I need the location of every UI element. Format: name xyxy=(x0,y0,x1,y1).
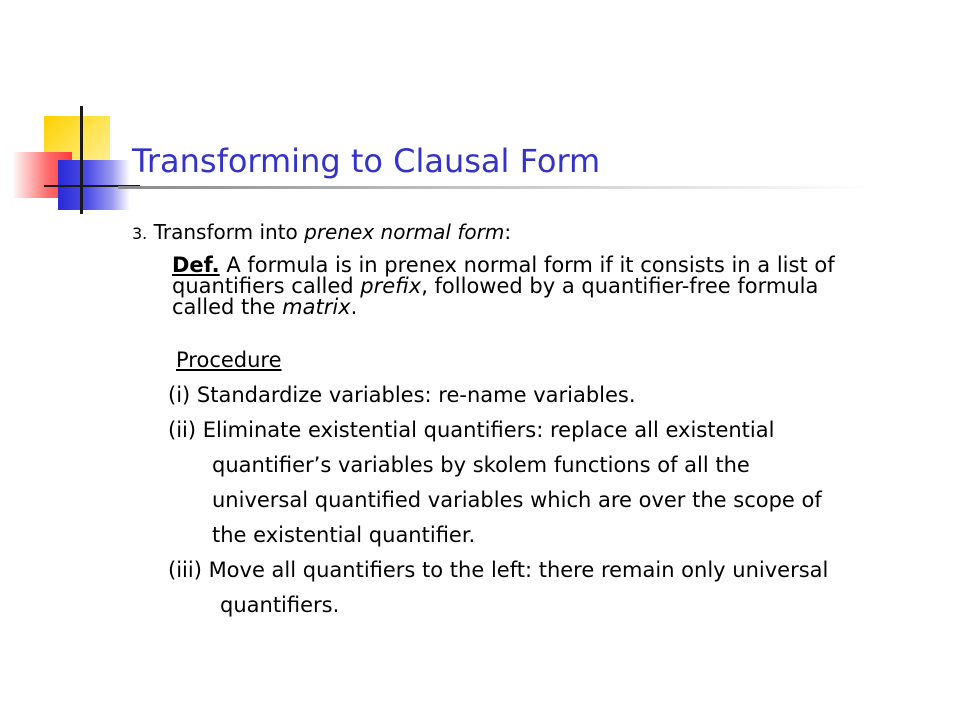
step-text-before: Transform into xyxy=(147,220,305,244)
definition-text-3a: called the xyxy=(172,295,283,319)
definition-term-matrix: matrix xyxy=(282,295,351,319)
definition-text-2a: quantifiers called xyxy=(172,274,361,298)
procedure-item-3: (iii) Move all quantifiers to the left: there remain only universal xyxy=(168,558,829,582)
procedure-item-3-continuation: quantifiers. xyxy=(220,593,340,617)
step-number: 3. xyxy=(132,224,148,243)
definition-term-prefix: prefix xyxy=(360,274,422,298)
title-underline-rule xyxy=(118,186,878,189)
definition-line-1 xyxy=(172,255,835,276)
definition-line-2 xyxy=(172,276,818,297)
procedure-item-2-continuation: universal quantified variables which are over the scope of xyxy=(212,488,822,512)
definition-text-2b: , followed by a quantifier-free formula xyxy=(421,274,819,298)
slide-title: Transforming to Clausal Form xyxy=(132,142,601,180)
procedure-item-1: (i) Standardize variables: re-name variables. xyxy=(168,383,636,407)
logo-vertical-line xyxy=(80,106,83,214)
step-3-heading xyxy=(132,220,511,246)
procedure-item-2: (ii) Eliminate existential quantifiers: replace all existential xyxy=(168,418,775,442)
definition-text-1: A formula is in prenex normal form if it consists in a list of xyxy=(219,253,835,277)
definition-label: Def. xyxy=(172,253,220,277)
step-text-after: : xyxy=(504,220,512,244)
procedure-item-2-continuation: quantifier’s variables by skolem functions of all the xyxy=(212,453,750,477)
procedure-item-2-continuation: the existential quantifier. xyxy=(212,523,476,547)
procedure-label: Procedure xyxy=(176,348,282,372)
step-term: prenex normal form xyxy=(304,220,505,244)
definition-text-3b: . xyxy=(350,295,358,319)
definition-line-3 xyxy=(172,297,357,318)
